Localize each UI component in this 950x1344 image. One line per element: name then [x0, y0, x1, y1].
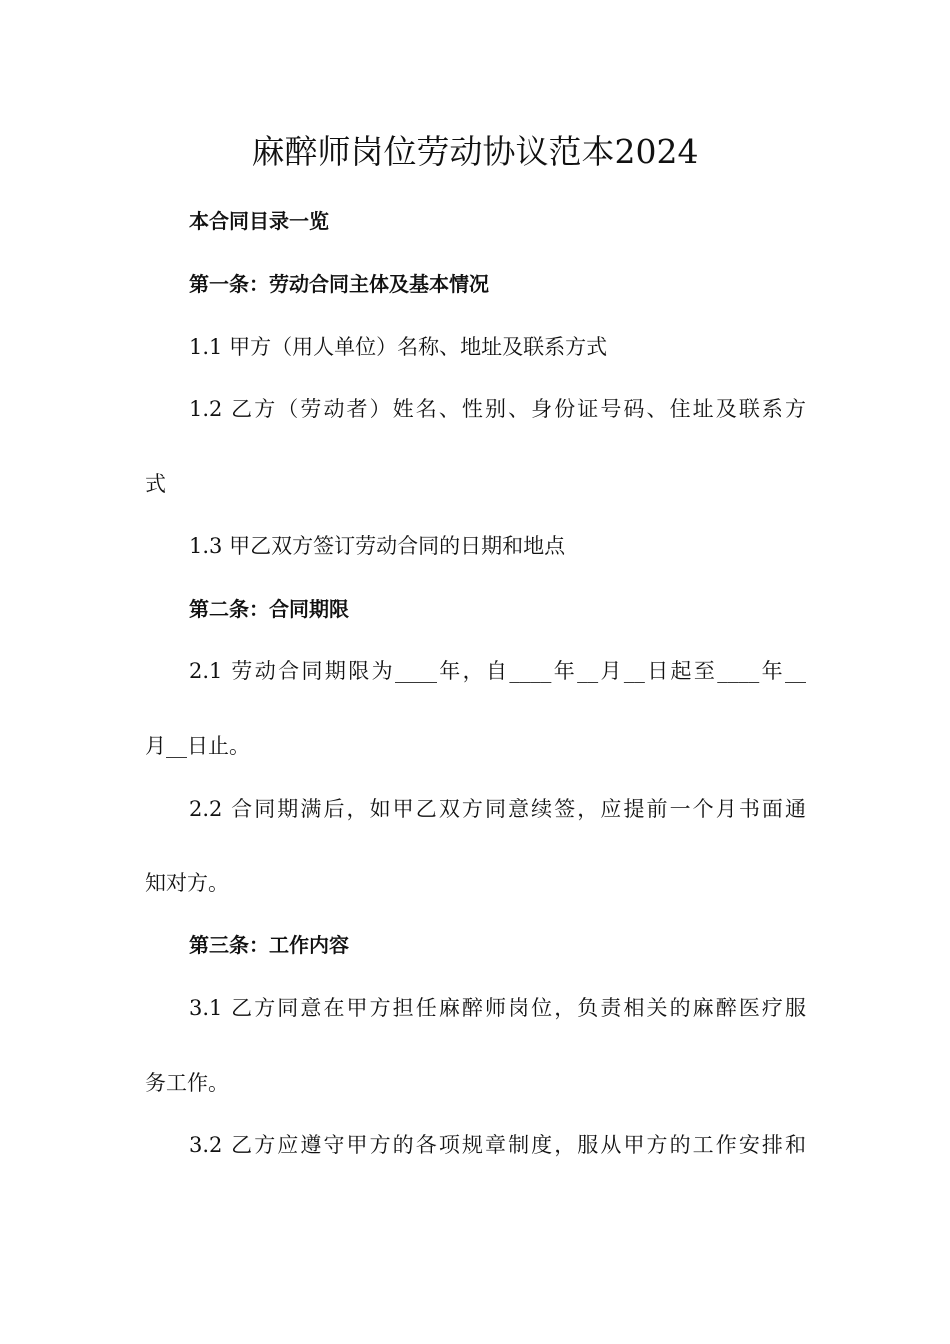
clause-1-3: 1.3 甲乙双方签订劳动合同的日期和地点 — [189, 534, 566, 558]
clause-2-1: 2.1 劳动合同期限为____年，自____年__月__日起至____年__ — [189, 659, 806, 683]
clause-1-1: 1.1 甲方（用人单位）名称、地址及联系方式 — [189, 335, 608, 359]
clause-3-1-continued: 务工作。 — [145, 1071, 229, 1095]
clause-3-2: 3.2 乙方应遵守甲方的各项规章制度，服从甲方的工作安排和 — [189, 1133, 806, 1157]
clause-2-2-continued: 知对方。 — [145, 871, 229, 895]
clause-3-1: 3.1 乙方同意在甲方担任麻醉师岗位，负责相关的麻醉医疗服 — [189, 996, 806, 1020]
section-heading-3: 第三条：工作内容 — [189, 933, 349, 957]
toc-heading: 本合同目录一览 — [189, 209, 329, 233]
clause-2-1-continued: 月__日止。 — [145, 734, 250, 758]
clause-2-2: 2.2 合同期满后，如甲乙双方同意续签，应提前一个月书面通 — [189, 797, 806, 821]
document-title: 麻醉师岗位劳动协议范本2024 — [251, 132, 699, 171]
clause-1-2-continued: 式 — [145, 472, 166, 496]
clause-1-2: 1.2 乙方（劳动者）姓名、性别、身份证号码、住址及联系方 — [189, 397, 806, 421]
section-heading-1: 第一条：劳动合同主体及基本情况 — [189, 272, 489, 296]
section-heading-2: 第二条：合同期限 — [189, 597, 349, 621]
